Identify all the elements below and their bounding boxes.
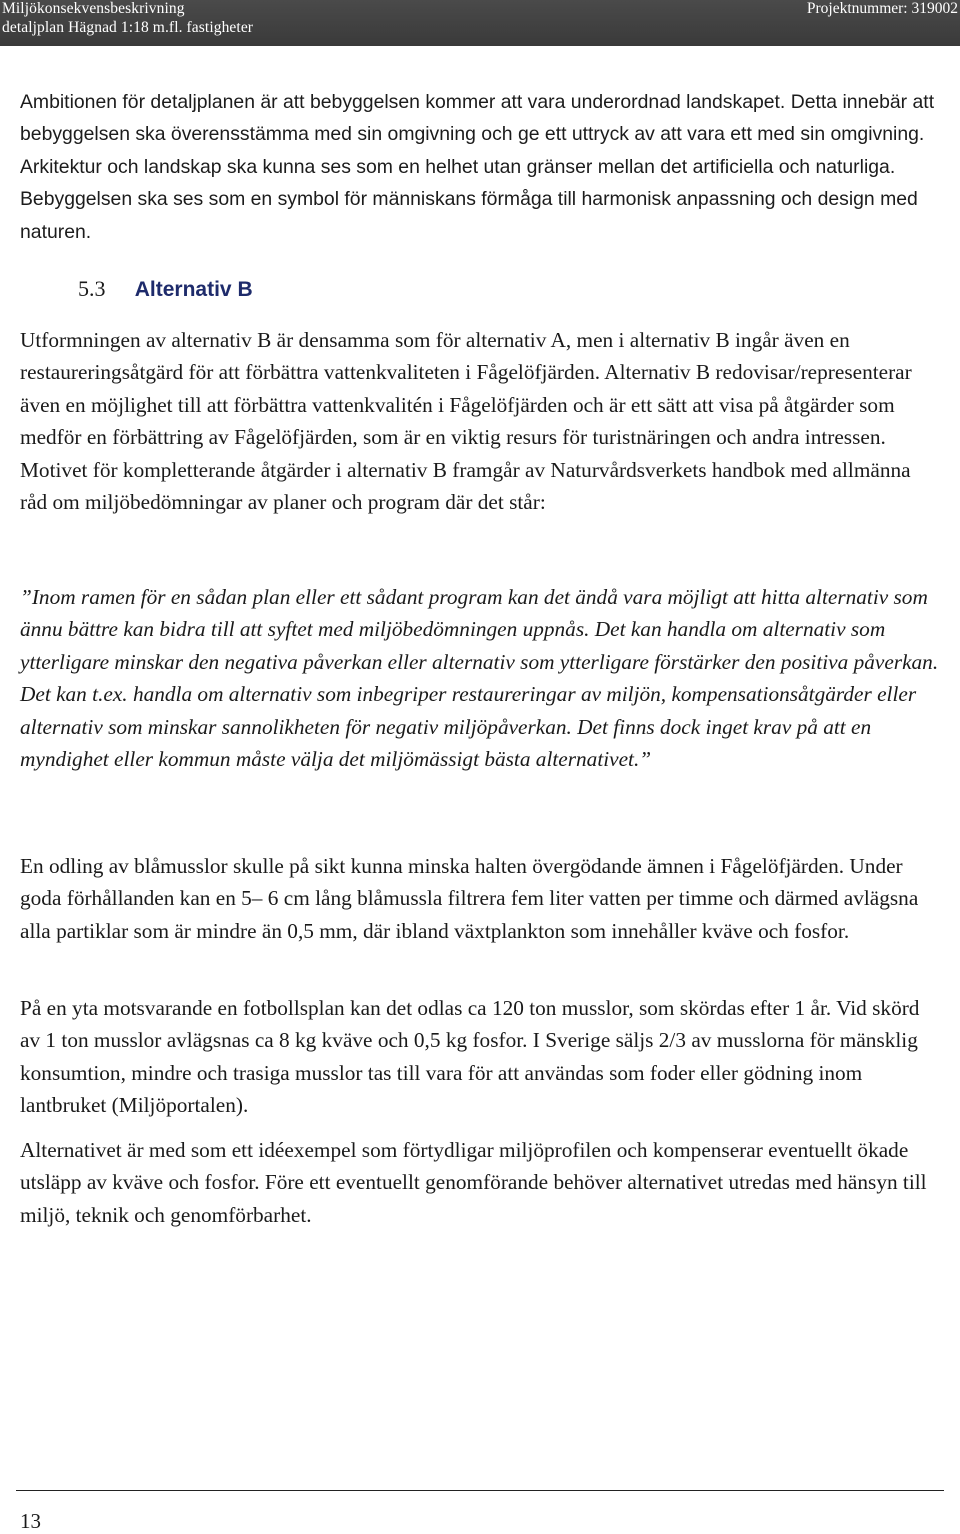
footer-rule xyxy=(16,1490,944,1491)
section-title: Alternativ B xyxy=(134,278,253,301)
header-left xyxy=(2,0,253,38)
project-number: Projektnummer: 319002 xyxy=(806,0,958,17)
intro-paragraph: Ambitionen för detaljplanen är att bebyggelsen kommer att vara underordnad landskapet. Detta innebär att bebyggelsen ska överensstämma med sin omgivning och ge ett uttryck av att vara ett med sin omgivning. Arkitektur och landskap ska kunna ses som en helhet utan gränser mellan det artificiella och naturliga. Bebyggelsen ska ses som en symbol för människans förmåga till harmonisk anpassning och design med naturen. xyxy=(20,91,935,243)
document-subtitle: detaljplan Hägnad 1:18 m.fl. fastigheter xyxy=(2,19,254,36)
paragraph-alternativ-b: Utformningen av alternativ B är densamma som för alternativ A, men i alternativ B ingår även en restaureringsåtgärd för att förbättra vattenkvaliteten i Fågelöfjärden. Alternativ B redovisar/representerar även en möjlighet till att förbättra vattenkvalitén i Fågelöfjärden och är ett sätt att visa på åtgärder som medför en förbättring av Fågelöfjärden, som är en viktig resurs för turistnäringen och andra intressen. Motivet för kompletterande åtgärder i alternativ B framgår av Naturvårdsverkets handbok med allmänna råd om miljöbedömningar av planer och program där det står: xyxy=(20,328,912,515)
section-number: 5.3 xyxy=(78,276,106,301)
section-heading xyxy=(78,274,253,305)
paragraph-odling: På en yta motsvarande en fotbollsplan kan det odlas ca 120 ton musslor, som skördas efter 1 år. Vid skörd av 1 ton musslor avlägsnas ca 8 kg kväve och 0,5 kg fosfor. I Sverige säljs 2/3 av musslorna för mänsklig konsumtion, mindre och trasiga musslor tas till vara för att användas som foder eller gödning inom lantbruket (Miljöportalen). xyxy=(20,996,920,1118)
paragraph-alternativet: Alternativet är med som ett idéexempel som förtydligar miljöprofilen och kompenserar eventuellt ökade utsläpp av kväve och fosfor. Före ett eventuellt genomförande behöver alternativet utredas med hänsyn till miljö, teknik och genomförbarhet. xyxy=(20,1138,927,1227)
block-quote: ”Inom ramen för en sådan plan eller ett sådant program kan det ändå vara möjligt att hitta alternativ som ännu bättre kan bidra till att syftet med miljöbedömningen uppnås. Det kan handla om alternativ som ytterligare minskar den negativa påverkan eller alternativ som ytterligare förstärker den positiva påverkan. Det kan t.ex. handla om alternativ som inbegriper restaureringar av miljön, kompensationsåtgärder eller alternativ som minskar sannolikheten för negativ miljöpåverkan. Det finns dock inget krav på att en myndighet eller kommun måste välja det miljömässigt bästa alternativet.” xyxy=(20,585,939,772)
page-number: 13 xyxy=(20,1509,41,1533)
page-header xyxy=(0,0,960,46)
paragraph-blamusslor: En odling av blåmusslor skulle på sikt kunna minska halten övergödande ämnen i Fågelöfjärden. Under goda förhållanden kan en 5– 6 cm lång blåmussla filtrera fem liter vatten per timme och därmed avlägsna alla partiklar som är mindre än 0,5 mm, där ibland växtplankton som innehåller kväve och fosfor. xyxy=(20,854,919,943)
document-title: Miljökonsekvensbeskrivning xyxy=(2,0,185,17)
